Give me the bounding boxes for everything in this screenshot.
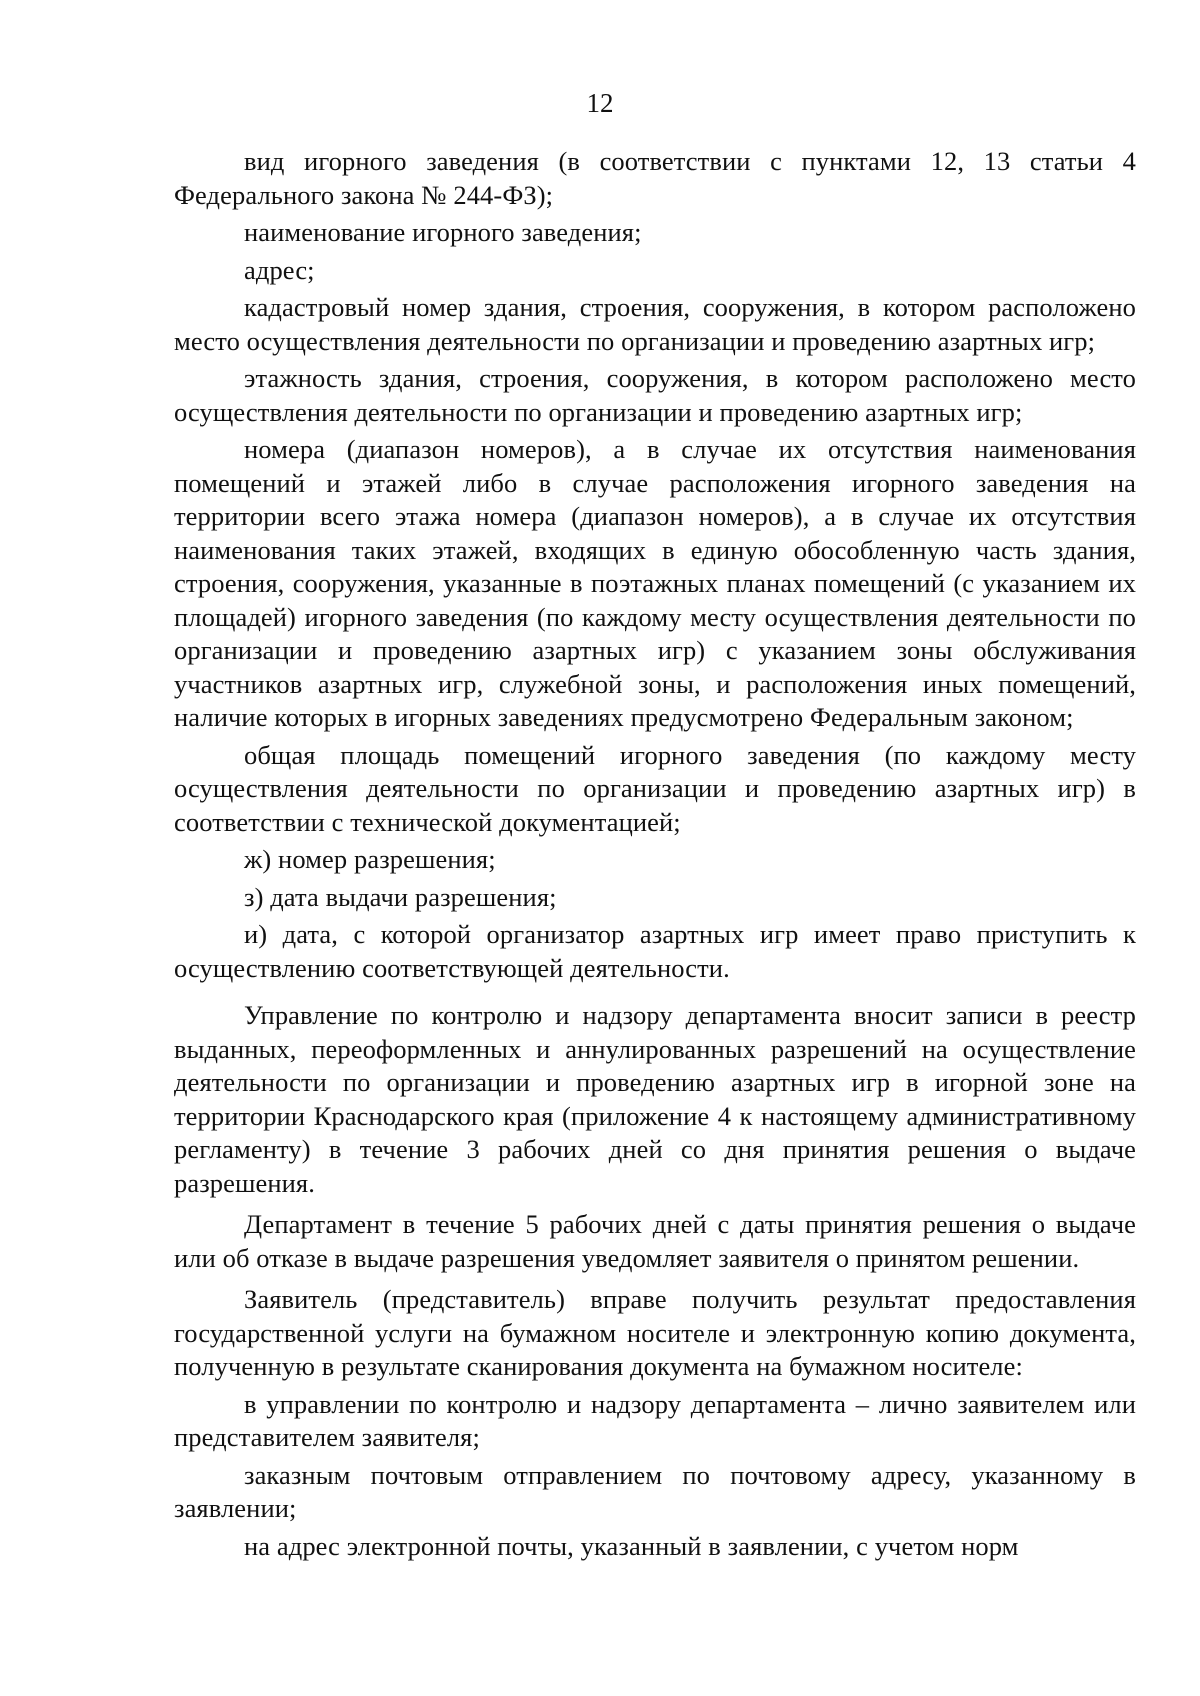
paragraph-email-delivery: на адрес электронной почты, указанный в заявлении, с учетом норм — [244, 1530, 1019, 1561]
paragraph-address: адрес; — [244, 254, 315, 285]
paragraph-result-receipt: Заявитель (представитель) вправе получить результат предоставления государственной услуги на бумажном носителе и электронную копию документа, полученную в результате сканирования документа на бумажном носителе: — [174, 1284, 1136, 1381]
paragraph-permit-issue-date: з) дата выдачи разрешения; — [244, 881, 557, 912]
paragraph-registry-entry: Управление по контролю и надзору департамента вносит записи в реестр выданных, переоформленных и аннулированных разрешений на осуществление деятельности по организации и проведению азартных игр в игорной зоне на территории Краснодарского края (приложение 4 к настоящему административному регламенту) в течение 3 рабочих дней со дня принятия решения о выдаче разрешения. — [174, 1000, 1136, 1198]
paragraph-cadastral-number: кадастровый номер здания, строения, сооружения, в котором расположено место осуществления деятельности по организации и проведению азартных игр; — [174, 292, 1136, 356]
document-body — [174, 145, 1136, 1563]
paragraph-establishment-name: наименование игорного заведения; — [244, 217, 642, 247]
paragraph-postal-delivery: заказным почтовым отправлением по почтовому адресу, указанному в заявлении; — [174, 1459, 1136, 1523]
paragraph-building-floors: этажность здания, строения, сооружения, в котором расположено место осуществления деятельности по организации и проведению азартных игр; — [174, 363, 1136, 427]
paragraph-permit-number: ж) номер разрешения; — [244, 844, 496, 874]
paragraph-decision-notification: Департамент в течение 5 рабочих дней с даты принятия решения о выдаче или об отказе в выдаче разрешения уведомляет заявителя о принятом решении. — [174, 1209, 1136, 1273]
paragraph-total-area: общая площадь помещений игорного заведения (по каждому месту осуществления деятельности по организации и проведению азартных игр) в соответствии с технической документацией; — [174, 739, 1136, 837]
paragraph-gambling-establishment-type: вид игорного заведения (в соответствии с пунктами 12, 13 статьи 4 Федерального закона № 244-ФЗ); — [174, 146, 1136, 210]
paragraph-premises-numbers: номера (диапазон номеров), а в случае их отсутствия наименования помещений и этажей либо в случае расположения игорного заведения на территории всего этажа номера (диапазон номеров), а в случае их отсутствия наименования таких этажей, входящих в единую обособленную часть здания, строения, сооружения, указанные в поэтажных планах помещений (с указанием их площадей) игорного заведения (по каждому месту осуществления деятельности по организации и проведению азартных игр) с указанием зоны обслуживания участников азартных игр, служебной зоны, и расположения иных помещений, наличие которых в игорных заведениях предусмотрено Федеральным законом; — [174, 434, 1136, 732]
page-number: 12 — [586, 88, 614, 118]
paragraph-start-date: и) дата, с которой организатор азартных игр имеет право приступить к осуществлению соответствующей деятельности. — [174, 919, 1136, 983]
paragraph-in-person-receipt: в управлении по контролю и надзору департамента – лично заявителем или представителем заявителя; — [174, 1388, 1136, 1452]
